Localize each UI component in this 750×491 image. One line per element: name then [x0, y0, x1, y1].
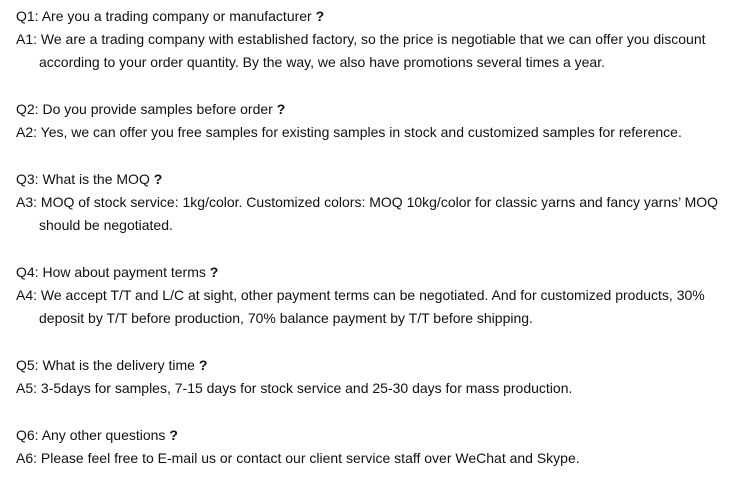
faq-item-2 [16, 98, 736, 144]
question-prefix: Q4: [16, 264, 43, 280]
question-mark: ? [209, 264, 219, 280]
question-text: What is the delivery time [42, 357, 195, 373]
question-mark: ? [315, 8, 325, 24]
answer-5 [16, 377, 736, 400]
question-1 [16, 5, 736, 28]
answer-text: 3-5days for samples, 7-15 days for stock service and 25-30 days for mass production. [40, 380, 573, 396]
question-text: Do you provide samples before order [42, 101, 273, 117]
question-5 [16, 354, 736, 377]
answer-3 [16, 191, 736, 214]
question-prefix: Q6: [16, 427, 42, 443]
question-prefix: Q2: [16, 101, 43, 117]
question-prefix: Q5: [16, 357, 43, 373]
faq-item-1 [16, 5, 736, 74]
question-mark: ? [198, 357, 208, 373]
answer-4 [16, 284, 736, 307]
question-6 [16, 424, 736, 447]
faq-item-6 [16, 424, 736, 470]
answer-2 [16, 121, 736, 144]
answer-text: MOQ of stock service: 1kg/color. Customized colors: MOQ 10kg/color for classic yarns and fancy yarns’ MOQ [40, 194, 719, 210]
answer-text: We accept T/T and L/C at sight, other payment terms can be negotiated. And for customized products, 30% [40, 287, 705, 303]
answer-text: Please feel free to E-mail us or contact our client service staff over WeChat and Skype. [40, 450, 580, 466]
answer-prefix: A2: [16, 124, 41, 140]
answer-1-continued: according to your order quantity. By the way, we also have promotions several times a year. [39, 54, 605, 70]
faq-item-3 [16, 168, 736, 237]
question-4 [16, 261, 736, 284]
answer-text: Yes, we can offer you free samples for existing samples in stock and customized samples for reference. [40, 124, 682, 140]
answer-prefix: A4: [16, 287, 41, 303]
answer-3-continued: should be negotiated. [39, 217, 173, 233]
question-3 [16, 168, 736, 191]
question-prefix: Q1: [16, 8, 42, 24]
answer-4-continued: deposit by T/T before production, 70% balance payment by T/T before shipping. [39, 310, 533, 326]
question-text: What is the MOQ [42, 171, 150, 187]
question-text: How about payment terms [42, 264, 206, 280]
question-text: Are you a trading company or manufacturer [41, 8, 312, 24]
question-2 [16, 98, 736, 121]
faq-list [16, 5, 736, 470]
question-mark: ? [276, 101, 286, 117]
answer-6 [16, 447, 736, 470]
answer-prefix: A1: [16, 31, 41, 47]
answer-prefix: A3: [16, 194, 41, 210]
question-mark: ? [169, 427, 178, 443]
faq-item-5 [16, 354, 736, 400]
answer-prefix: A6: [16, 450, 41, 466]
question-prefix: Q3: [16, 171, 43, 187]
question-mark: ? [153, 171, 163, 187]
answer-prefix: A5: [16, 380, 41, 396]
answer-text: We are a trading company with established factory, so the price is negotiable that we can offer you discount [40, 31, 706, 47]
question-text: Any other questions [41, 427, 166, 443]
answer-1 [16, 28, 736, 51]
faq-item-4 [16, 261, 736, 330]
